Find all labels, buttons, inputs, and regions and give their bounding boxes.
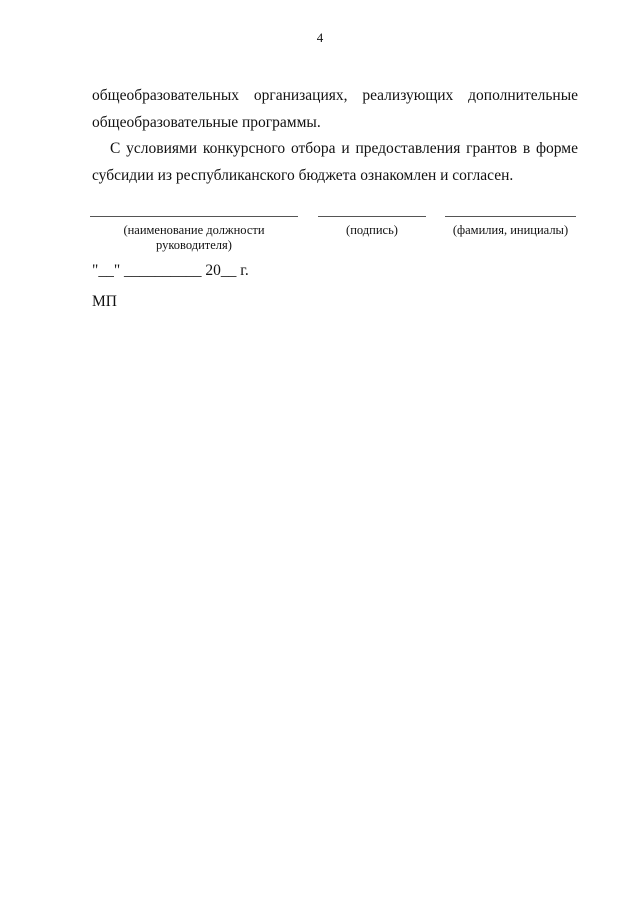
stamp-mark: МП (92, 293, 117, 310)
position-label-line: руководителя) (156, 238, 232, 252)
signature-blank-line (318, 216, 426, 217)
position-label-line: (наименование должности (123, 223, 265, 237)
paragraph-line: субсидии из республиканского бюджета ознакомлен и согласен. (92, 167, 514, 184)
paragraph-organizations (92, 82, 578, 136)
signature-label: (подпись) (346, 223, 398, 237)
paragraph-line: общеобразовательных организациях, реализующих дополнительные (92, 87, 578, 104)
paragraph-agreement (92, 135, 578, 189)
name-initials-label: (фамилия, инициалы) (452, 223, 569, 237)
date-line: "__" __________ 20__ г. (92, 262, 249, 279)
page-number: 4 (316, 30, 324, 45)
paragraph-line: общеобразовательные программы. (92, 114, 321, 131)
name-blank-line (445, 216, 576, 217)
position-blank-line (90, 216, 298, 217)
paragraph-line: С условиями конкурсного отбора и предоставления грантов в форме (110, 140, 578, 157)
position-label (90, 223, 298, 253)
